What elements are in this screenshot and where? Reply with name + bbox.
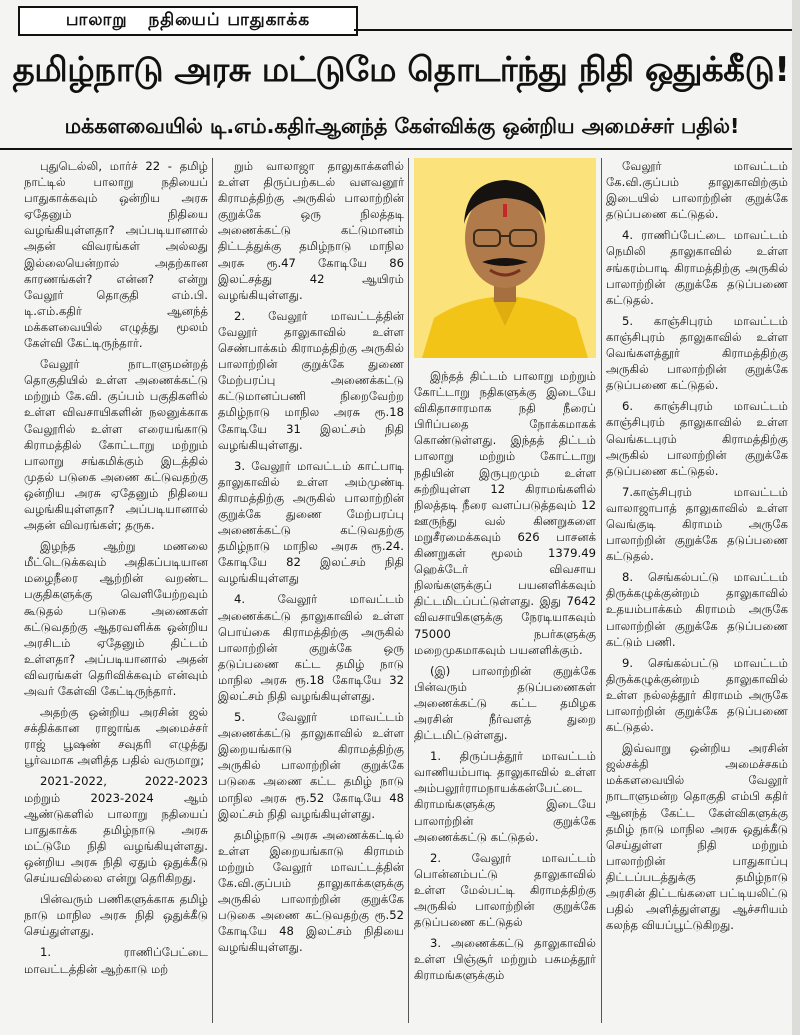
subheadline: மக்களவையில் டி.எம்.கதிர்ஆனந்த் கேள்விக்கு ஒன்றிய அமைச்சர் பதில்! <box>64 114 740 138</box>
column-divider <box>408 158 409 1023</box>
paragraph: 5. வேலூர் மாவட்டம் அணைக்கட்டு தாலுகாவில் உள்ள இறையங்காடு கிராமத்திற்கு அருகில் பாலாற்றின் குறுக்கே படுகை அணை கட்ட தமிழ் நாடு மாநில அரசு ரூ.52 கோடியே 48 இலட்சம் நிதி வழங்கியுள்ளது. <box>218 710 404 821</box>
portrait-photo <box>414 158 596 358</box>
column-divider <box>601 158 602 1023</box>
article-column-4 <box>606 158 788 1023</box>
headline: தமிழ்நாடு அரசு மட்டுமே தொடர்ந்து நிதி ஒதுக்கீடு! <box>12 50 790 90</box>
paragraph: (இ) பாலாற்றின் குறுக்கே பின்வரும் தடுப்பணைகள் அணைக்கட்டு கட்ட தமிழக அரசின் நீர்வளத் துறை திட்டமிட்டுள்ளது. <box>414 663 596 743</box>
portrait-photo-icon <box>414 158 596 358</box>
paragraph: 3. வேலூர் மாவட்டம் காட்பாடி தாலுகாவில் உள்ள அம்முண்டி கிராமத்திற்கு அருகில் பாலாற்றின் குறுக்கே துணை மேற்பரப்பு அணைக்கட்டு கட்டுவதற்கு தமிழ்நாடு மாநில அரசு ரூ.24. கோடியே 82 இலட்சம் நிதி வழங்கியுள்ளது <box>218 458 404 586</box>
paragraph: 6. காஞ்சிபுரம் மாவட்டம் காஞ்சிபுரம் தாலுகாவில் உள்ள வெங்கடபுரம் கிராமத்திற்கு அருகில் பாலாற்றின் குறுக்கே தடுப்பணை கட்டுதல். <box>606 399 788 478</box>
article-column-2 <box>218 158 404 1023</box>
paragraph: 7.காஞ்சிபுரம் மாவட்டம் வாலாஜாபாத் தாலுகாவில் உள்ள வெங்குடி கிராமம் அருகே பாலாற்றின் குறுக்கே தடுப்பணை கட்டுதல். <box>606 484 788 564</box>
paragraph: 4. ராணிப்பேட்டை மாவட்டம் நெமிலி தாலுகாவில் உள்ள சங்கரம்பாடி கிராமத்திற்கு அருகில் பாலாற்றின் குறுக்கே தடுப்பணை கட்டுதல். <box>606 228 788 307</box>
paragraph: புதுடெல்லி, மார்ச் 22 - தமிழ் நாட்டில் பாலாறு நதியைப் பாதுகாக்கவும் ஒன்றிய அரசு ஏதேனும் நிதியை வழங்கியுள்ளதா? அப்படியானால் அதன் விவரங்கள் அல்லது இல்லையென்றால் அதற்கான காரணங்கள்? என்ன? என்று வேலூர் தொகுதி எம்.பி. டி.எம்.கதிர் ஆனந்த் மக்களவையில் எழுத்து மூலம் கேள்வி கேட்டிருந்தார். <box>24 159 208 351</box>
paragraph: பின்வரும் பணிகளுக்காக தமிழ் நாடு மாநில அரசு நிதி ஒதுக்கீடு செய்துள்ளது. <box>24 892 208 939</box>
paragraph: 8. செங்கல்பட்டு மாவட்டம் திருக்கழுக்குன்றம் தாலுகாவில் உதயம்பாக்கம் கிராமம் அருகே பாலாற்றின் குறுக்கே தடுப்பணை கட்டும் பணி. <box>606 570 788 649</box>
paragraph: 4. வேலூர் மாவட்டம் அணைக்கட்டு தாலுகாவில் உள்ள பொய்கை கிராமத்திற்கு அருகில் பாலாற்றின் குறுக்கே ஒரு தடுப்பணை கட்ட தமிழ் நாடு மாநில அரசு ரூ.18 கோடியே 32 இலட்சம் நிதி வழங்கியுள்ளது. <box>218 592 404 703</box>
article-column-1 <box>24 158 208 1023</box>
paragraph: இழந்த ஆற்று மணலை மீட்டெடுக்கவும் அதிகப்படியான மழைநீரை ஆற்றின் வறண்ட பகுதிகளுக்கு வெளியேற்றவும் கூடுதல் படுகை அணைகள் கட்டுவதற்கு ஆதரவளிக்க ஒன்றிய அரசிடம் ஏதேனும் திட்டம் உள்ளதா? அப்படியானால் அதன் விவரங்கள் தெரிவிக்கவும் என்வும் அவர் கேள்வி கேட்டிருந்தார். <box>24 539 208 698</box>
paragraph: 2021-2022, 2022-2023 மற்றும் 2023-2024 ஆம் ஆண்டுகளில் பாலாறு நதியைப் பாதுகாக்க தமிழ்நாடு அரசு மட்டுமே நிதி வழங்கியுள்ளது. ஒன்றிய அரசு நிதி ஏதும் ஒதுக்கீடு செய்யவில்லை என்று தெரிகிறது. <box>24 774 208 886</box>
headline-divider <box>0 148 800 150</box>
paragraph: 2. வேலூர் மாவட்டத்தின் வேலூர் தாலுகாவில் உள்ள செண்பாக்கம் கிராமத்திற்கு அருகில் பாலாற்றின் குறுக்கே துணை மேற்பரப்பு அணைக்கட்டு கட்டுமானப்பணி நிறைவேற்ற தமிழ்நாடு மாநில அரசு ரூ.18 கோடியே 31 இலட்சம் நிதி வழங்கியுள்ளது. <box>218 308 404 452</box>
kicker-label <box>18 6 358 36</box>
paragraph: இந்தத் திட்டம் பாலாறு மற்றும் கோட்டாறு நதிகளுக்கு இடையே விகிதாசாரமாக நதி நீரைப் பிரிப்பதை நோக்கமாகக் கொண்டுள்ளது. இந்தத் திட்டம் பாலாறு மற்றும் கோட்டாறு நதியின் இருபுறமும் உள்ள சுற்றியுள்ள 12 கிராமங்களில் நிலத்தடி நீரை வளப்படுத்தவும் 12 ஊருந்து வல் கிணறுகளை மறுசீரமைக்கவும் 626 பாசனக் கிணறுகள் மூலம் 1379.49 ஹெக்டேர் விவசாய நிலங்களுக்குப் பயனளிக்கவும் திட்டமிடப்பட்டுள்ளது. இது 7642 விவசாயிகளுக்கு நேரடியாகவும் 75000 நபர்களுக்கு மறைமுகமாகவும் பயனளிக்கும். <box>414 369 596 657</box>
paragraph: 3. அணைக்கட்டு தாலுகாவில் உள்ள பிஞ்சூர் மற்றும் பசுமத்தூர் கிராமங்களுக்கும் <box>414 936 596 983</box>
paragraph: 1. ராணிப்பேட்டை மாவட்டத்தின் ஆற்காடு மற் <box>24 945 208 976</box>
paragraph: 9. செங்கல்பட்டு மாவட்டம் திருக்கழுக்குன்றம் தாலுகாவில் உள்ள நல்லத்தூர் கிராமம் அருகே பாலாற்றின் குறுக்கே தடுப்பணை கட்டுதல். <box>606 655 788 735</box>
column-divider <box>212 158 213 1023</box>
paragraph: இவ்வாறு ஒன்றிய அரசின் ஜல்சக்தி அமைச்சகம் மக்களவையில் வேலூர் நாடாளுமன்ற தொகுதி எம்பி கதிர் ஆனந்த் கேட்ட கேள்விகளுக்கு தமிழ் நாடு மாநில அரசு ஒதுக்கீடு செய்துள்ள நிதி மற்றும் பாலாற்றின் பாதுகாப்பு திட்டப்படத்துக்கு தமிழ்நாடு அரசின் திட்டங்களை பட்டியலிட்டு பதில் அளித்துள்ளது ஆச்சரியம் கலந்த வியப்பூட்டுகிறது. <box>606 741 788 933</box>
paragraph: வேலூர் மாவட்டம் கே.வி.குப்பம் தாலுகாவிற்கும் இடையில் பாலாற்றின் குறுக்கே தடுப்பணை கட்டுதல். <box>606 159 788 222</box>
paragraph: 2. வேலூர் மாவட்டம் பொன்னம்பட்டு தாலுகாவில் உள்ள மேல்பட்டி கிராமத்திற்கு அருகில் பாலாற்றின் குறுக்கே தடுப்பணை கட்டுதல் <box>414 850 596 930</box>
paragraph: வேலூர் நாடாளுமன்றத் தொகுதியில் உள்ள அணைக்கட்டு மற்றும் கே.வி. குப்பம் பகுதிகளில் உள்ள விவசாயிகளின் நலனுக்காக வேலூரில் உள்ள எரையங்காடு கிராமத்தில் கோட்டாறு மற்றும் பாலாறு சங்கமிக்கும் இடத்தில் முதல் படுகை அணை கட்டுவதற்கு ஒன்றிய அரசு ஏதேனும் நிதியை வழங்கியுள்ளதா? அப்படியானால் அதன் விவரங்கள்; தருக. <box>24 357 208 533</box>
paragraph: றும் வாலாஜா தாலுகாக்களில் உள்ள திருப்பற்கடல் வளவனூர் கிராமத்திற்கு அருகில் பாலாற்றின் குறுக்கே ஒரு நிலத்தடி அணைக்கட்டு கட்டுமானம் திட்டத்துக்கு தமிழ்நாடு மாநில அரசு ரூ.47 கோடியே 86 இலட்சத்து 42 ஆயிரம் வழங்கியுள்ளது. <box>218 159 404 302</box>
article-column-3 <box>414 368 596 1023</box>
paragraph: அதற்கு ஒன்றிய அரசின் ஜல் சக்திக்கான ராஜாங்க அமைச்சர் ராஜ் பூஷண் சவுதரி எழுத்து பூர்வமாக அளித்த பதில் வருமாறு; <box>24 705 208 768</box>
kicker-rule <box>354 29 800 31</box>
page-edge <box>792 0 800 1035</box>
paragraph: தமிழ்நாடு அரசு அணைக்கட்டில் உள்ள இறையங்காடு கிராமம் மற்றும் வேலூர் மாவட்டத்தின் கே.வி.குப்பம் தாலுகாக்களுக்கு அருகில் பாலாற்றின் குறுக்கே படுகை அணை கட்டுவதற்கு ரூ.52 கோடியே 48 இலட்சம் நிதியை வழங்கியுள்ளது. <box>218 827 404 955</box>
paragraph: 5. காஞ்சிபுரம் மாவட்டம் காஞ்சிபுரம் தாலுகாவில் உள்ள வெங்களத்தூர் கிராமத்திற்கு அருகில் பாலாற்றின் குறுக்கே தடுப்பணை கட்டுதல். <box>606 313 788 393</box>
paragraph: 1. திருப்பத்தூர் மாவட்டம் வாணியம்பாடி தாலுகாவில் உள்ள அம்பலூர்ராமநாயக்கன்பேட்டை கிராமங்களுக்கு இடையே பாலாற்றின் குறுக்கே அணைக்கட்டு கட்டுதல். <box>414 749 596 844</box>
kicker-text: பாலாறு நதியைப் பாதுகாக்க <box>65 10 311 30</box>
